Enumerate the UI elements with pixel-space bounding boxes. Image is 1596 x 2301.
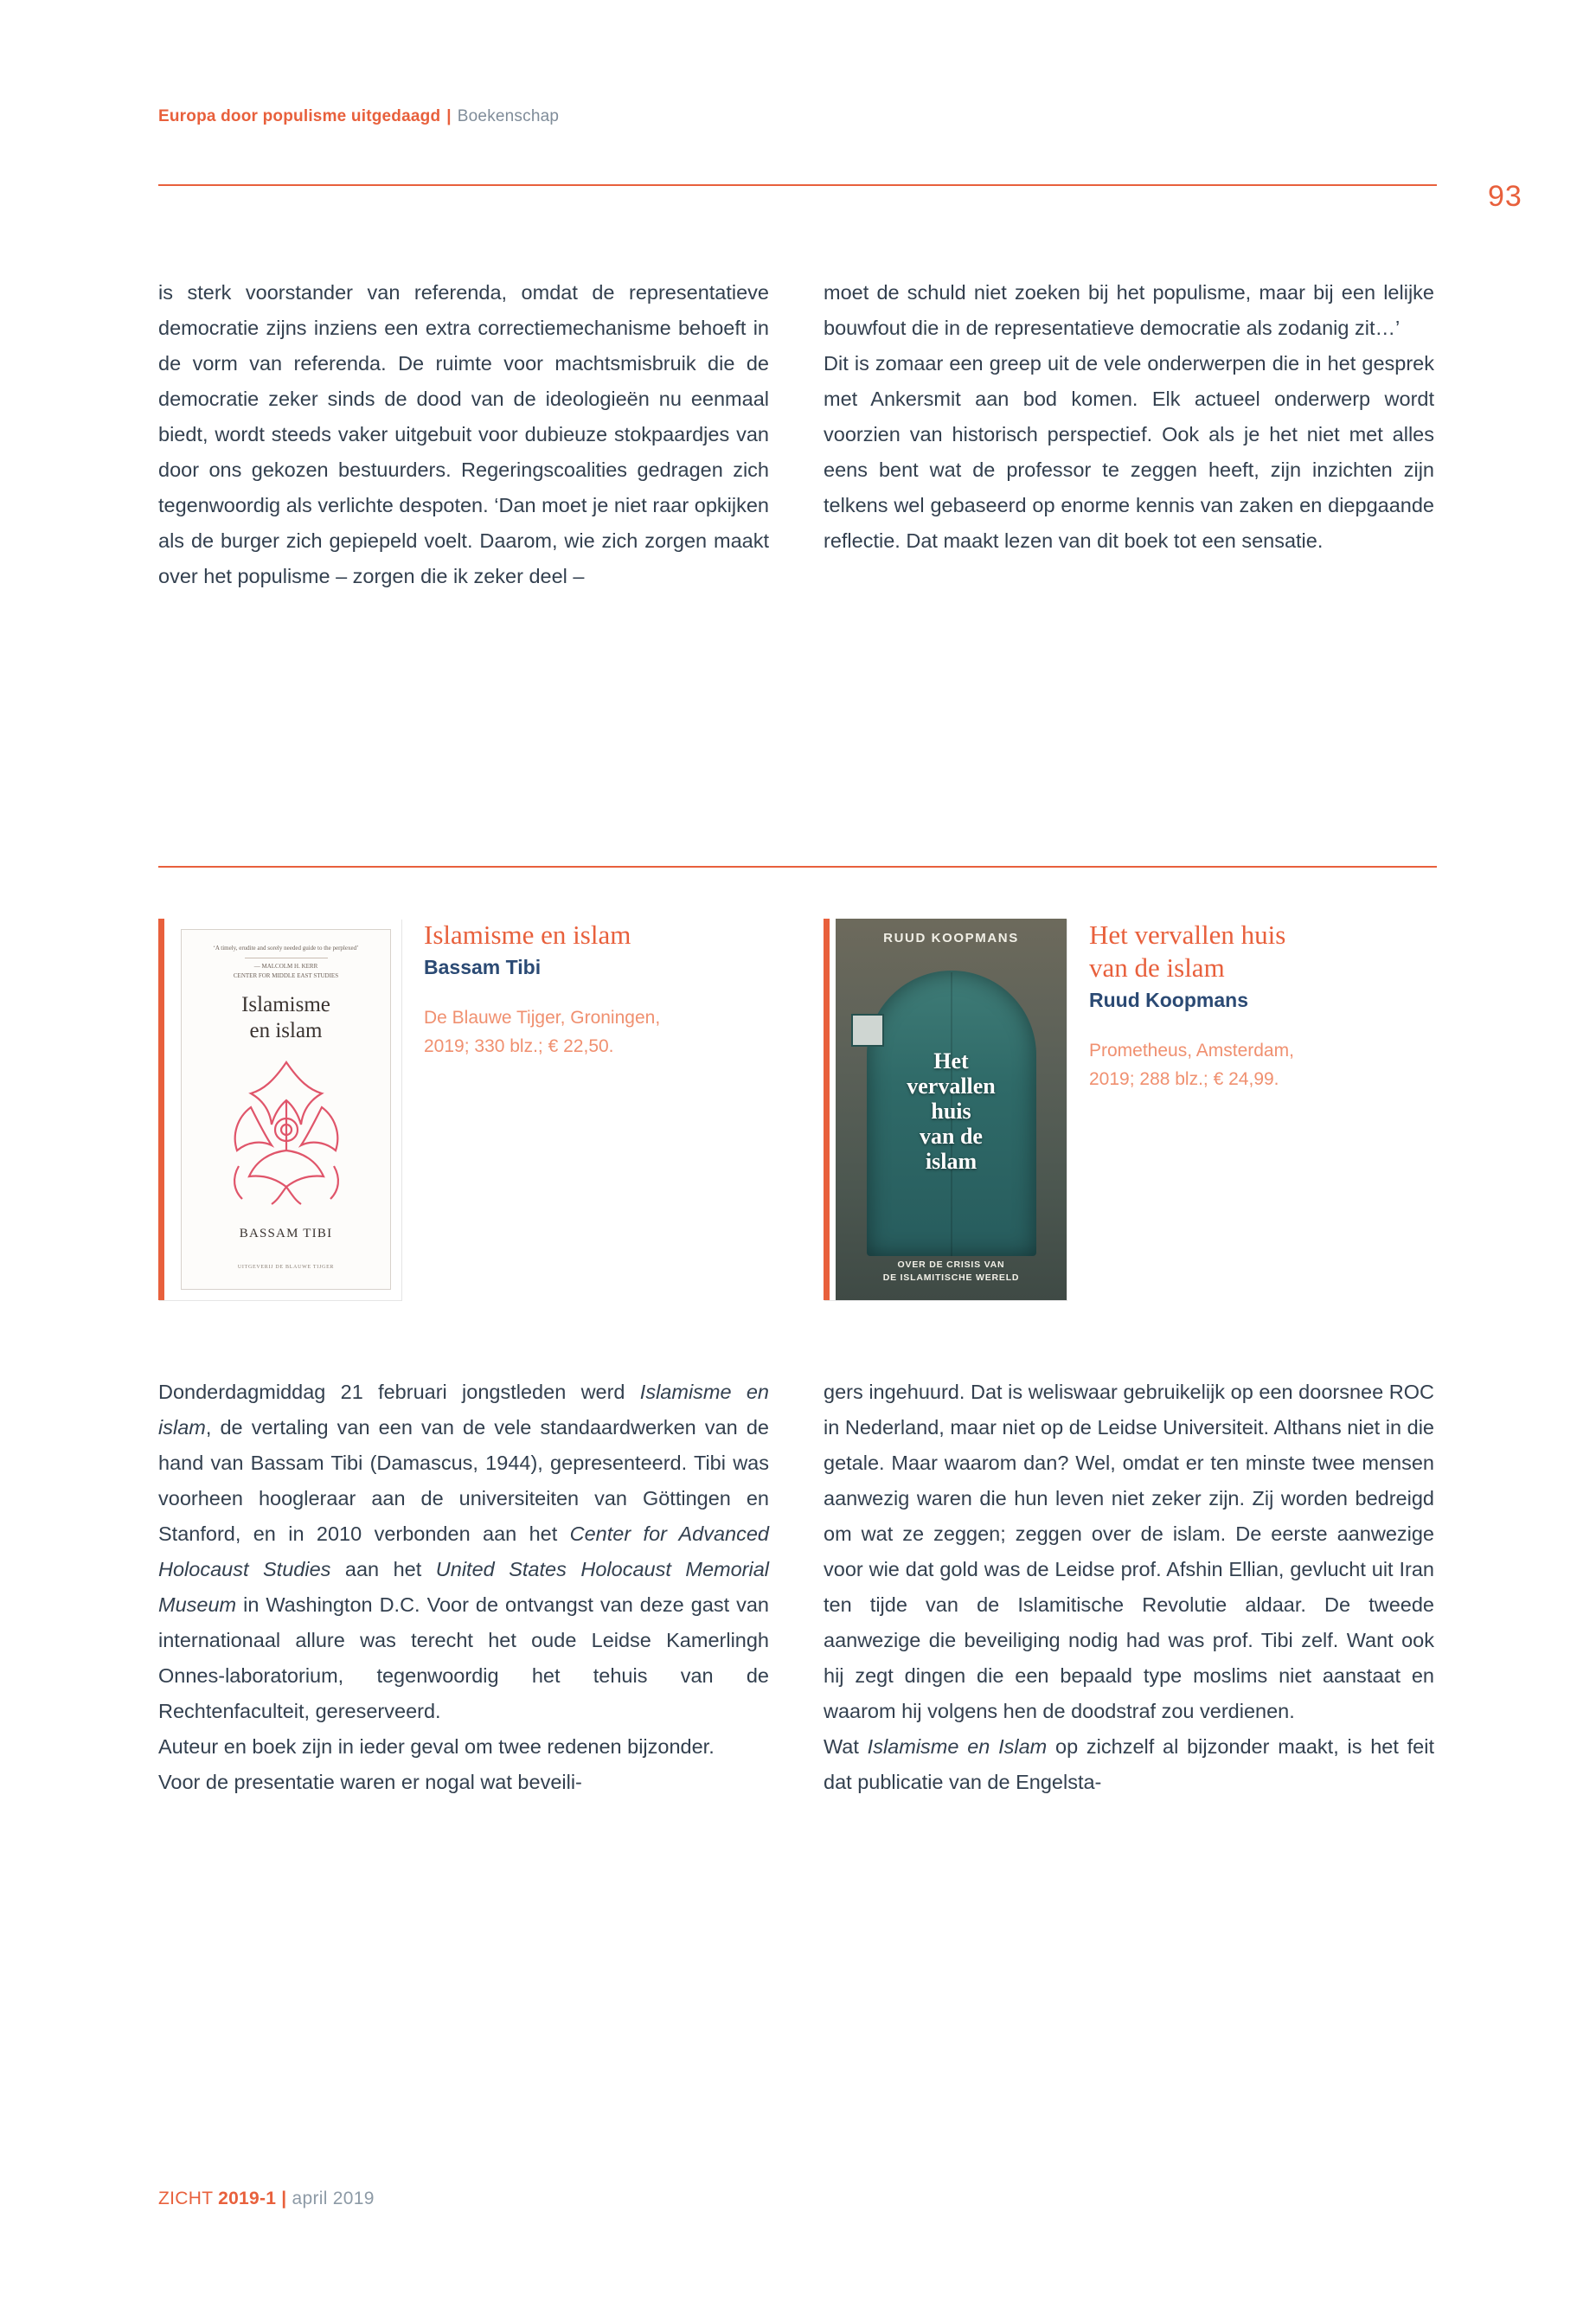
paragraph: Auteur en boek zijn in ieder geval om twee redenen bijzonder. <box>158 1735 715 1758</box>
book-title-line1: Het vervallen huis <box>1089 920 1286 950</box>
ornament-icon <box>213 1055 360 1207</box>
book-publication-info <box>1089 1036 1434 1093</box>
cover-title-line1: Het <box>933 1048 969 1074</box>
book-cover-image <box>824 919 1067 1300</box>
cover-title-line3: huis <box>931 1099 971 1124</box>
book-price-pages: 2019; 288 blz.; € 24,99. <box>1089 1069 1279 1089</box>
running-header <box>158 107 1439 126</box>
book-author: Bassam Tibi <box>424 956 542 978</box>
header-section: Boekenschap <box>457 107 560 125</box>
cover-blurb-attr2: CENTER FOR MIDDLE EAST STUDIES <box>233 972 339 979</box>
text-run: Wat <box>824 1735 868 1758</box>
cover-subtitle-line2: DE ISLAMITISCHE WERELD <box>882 1272 1020 1283</box>
cover-imprint: UITGEVERIJ DE BLAUWE TIJGER <box>237 1265 335 1270</box>
footer-date: april 2019 <box>292 2189 375 2208</box>
text-run: in Washington D.C. Voor de ontvangst van deze gast van internationaal allure was terecht het oude Leidse Kamerlingh Onnes-laboratorium, tegenwoordig het tehuis van de Rechtenfaculteit, gereserveerd. <box>158 1593 769 1722</box>
paragraph <box>824 1729 1434 1800</box>
paragraph: Voor de presentatie waren er nogal wat beveili- <box>158 1771 582 1793</box>
book-publication-info <box>424 1003 769 1061</box>
text-run: , de vertaling van een van de vele standaardwerken van de hand van Bassam Tibi (Damascus, 1944), gepresenteerd. Tibi was voorheen hoogleraar aan de universiteiten van Göttingen en Stanford, en in 2010 verbonden aan het <box>158 1416 769 1545</box>
book-title-italic: Islamisme en Islam <box>867 1735 1048 1758</box>
header-divider <box>158 184 1437 186</box>
cover-title <box>182 992 390 1044</box>
book-entry-islamisme-en-islam <box>158 919 769 1308</box>
cover-title-line2: vervallen <box>907 1074 996 1099</box>
cover-author: BASSAM TIBI <box>239 1227 333 1240</box>
book-title <box>1089 919 1434 984</box>
book-details <box>1089 919 1434 1093</box>
book-publisher: Prometheus, Amsterdam, <box>1089 1041 1294 1061</box>
cover-author: RUUD KOOPMANS <box>883 931 1019 945</box>
cover-title-line4: van de <box>920 1124 983 1149</box>
page-number: 93 <box>1488 180 1522 213</box>
cover-blurb-line: ‘A timely, erudite and sorely needed guide to the perplexed’ <box>213 945 359 952</box>
institution-italic: United States Holocaust Memorial Museum <box>158 1558 769 1616</box>
book-title: Islamisme en islam <box>424 920 631 950</box>
cover-title-line2: en islam <box>249 1019 323 1042</box>
book-cover-image <box>158 919 401 1300</box>
page-footer <box>158 2189 375 2209</box>
book-details <box>424 919 769 1061</box>
book-author: Ruud Koopmans <box>1089 989 1248 1011</box>
header-title: Europa door populisme uitgedaagd <box>158 107 441 125</box>
cover-subtitle-line1: OVER DE CRISIS VAN <box>897 1259 1005 1270</box>
footer-separator: | <box>281 2189 287 2208</box>
text-run: aan het <box>330 1558 436 1580</box>
paragraph <box>158 1375 769 1729</box>
footer-issue: 2019-1 <box>218 2189 277 2208</box>
cover-subtitle <box>836 1259 1067 1285</box>
paragraph: moet de schuld niet zoeken bij het populisme, maar bij een lelijke bouwfout die in de representatieve democratie als zodanig zit…’ <box>824 281 1434 339</box>
header-separator: | <box>446 107 452 125</box>
book-title-italic: Islamisme en islam <box>158 1381 769 1439</box>
book-entry-het-vervallen-huis-van-de-islam <box>824 919 1434 1308</box>
text-run: op zichzelf al bijzonder maakt, is het feit dat publicatie van de Engelsta- <box>824 1735 1435 1793</box>
column-top-left <box>158 275 769 594</box>
column-bottom-left <box>158 1375 769 1800</box>
column-top-right <box>824 275 1434 559</box>
footer-brand: ZICHT <box>158 2189 213 2208</box>
book-price-pages: 2019; 330 blz.; € 22,50. <box>424 1036 614 1056</box>
cover-blurb-attr: — MALCOLM H. KERR <box>253 963 318 970</box>
cover-blurb <box>182 944 390 981</box>
column-bottom-right <box>824 1375 1434 1800</box>
book-title-line2: van de islam <box>1089 952 1225 983</box>
cover-title-line1: Islamisme <box>241 993 330 1016</box>
text-run: Donderdagmiddag 21 februari jongstleden werd <box>158 1381 640 1403</box>
cover-title <box>836 1048 1067 1174</box>
paragraph: is sterk voorstander van referenda, omdat de representatieve democratie zijns inziens een extra correctiemechanisme behoeft in de vorm van referenda. De ruimte voor machtsmisbruik die de democratie zeker sinds de dood van de ideologieën nu eenmaal biedt, wordt steeds vaker uitgebuit voor dubieuze stokpaardjes van door ons gekozen bestuurders. Regeringscoalities gedragen zich tegenwoordig als verlichte despoten. ‘Dan moet je niet raar opkijken als de burger zich gepiepeld voelt. Daarom, wie zich zorgen maakt over het populisme – zorgen die ik zeker deel – <box>158 281 769 587</box>
books-divider <box>158 866 1437 868</box>
institution-italic: Center for Advanced Holocaust Studies <box>158 1522 769 1580</box>
cover-title-line5: islam <box>925 1149 977 1174</box>
paragraph: gers ingehuurd. Dat is weliswaar gebruikelijk op een doorsnee ROC in Nederland, maar niet op de Leidse Universiteit. Althans niet in die getale. Maar waarom dan? Wel, omdat er ten minste twee mensen aanwezig waren die hun leven niet zeker zijn. Zij worden bedreigd om wat ze zeggen; zeggen over de islam. De eerste aanwezige voor wie dat gold was de Leidse prof. Afshin Ellian, gevlucht uit Iran ten tijde van de Islamitische Revolutie aldaar. De tweede aanwezige die beveiliging nodig had was prof. Tibi zelf. Want ook hij zegt dingen die een bepaald type moslims niet aanstaat en waarom hij volgens hen de doodstraf zou verdienen. <box>824 1381 1434 1722</box>
book-publisher: De Blauwe Tijger, Groningen, <box>424 1008 661 1028</box>
paragraph: Dit is zomaar een greep uit de vele onderwerpen die in het gesprek met Ankersmit aan bod komen. Elk actueel onderwerp wordt voorzien van historisch perspectief. Ook als je het niet met alles eens bent wat de professor te zeggen heeft, zijn inzichten zijn telkens wel gebaseerd op enorme kennis van zaken en diepgaande reflectie. Dat maakt lezen van dit boek tot een sensatie. <box>824 352 1434 552</box>
